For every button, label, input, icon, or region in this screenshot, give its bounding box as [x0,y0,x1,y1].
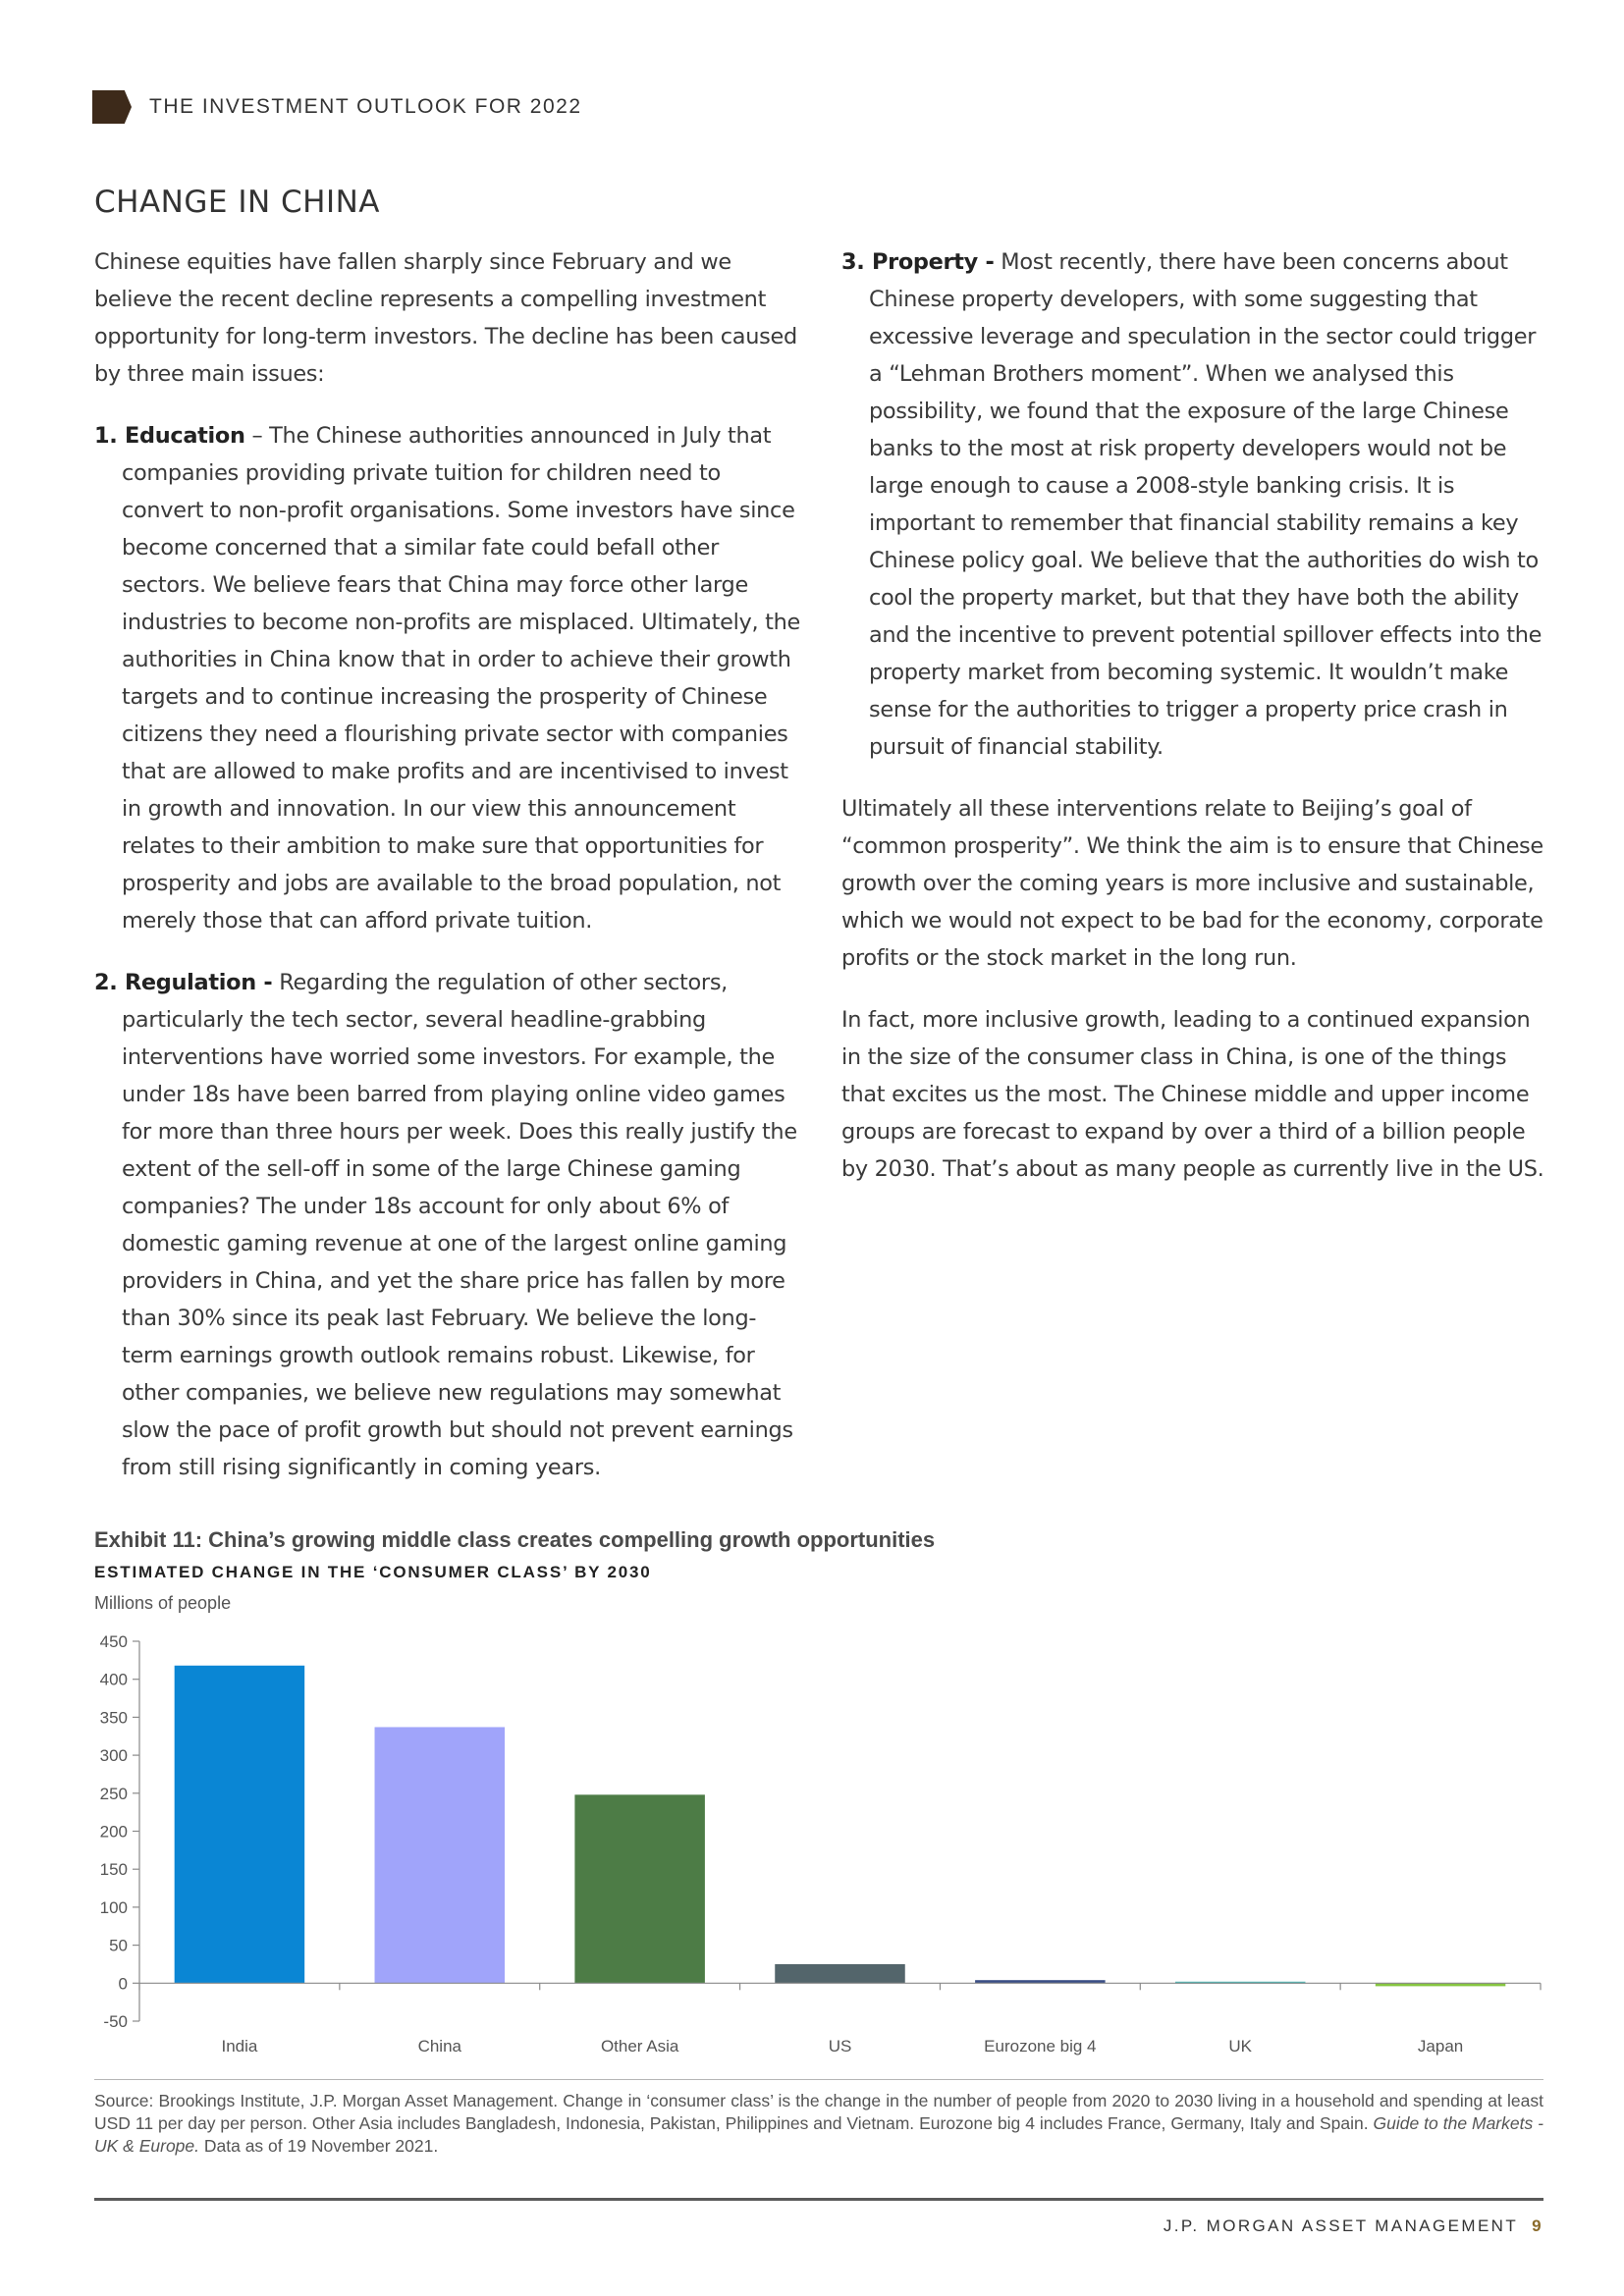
footer-brand: J.P. MORGAN ASSET MANAGEMENT [1163,2216,1519,2235]
bar-india [175,1666,305,1984]
page-number: 9 [1532,2216,1543,2235]
item-text: Most recently, there have been concerns about Chinese property developers, with some suggesting that excessive leverage and speculation in the sector could trigger a “Lehman Brothers moment”. When we analysed this possibility, we found that the exposure of the large Chinese banks to the most at risk property developers would not be large enough to cause a 2008-style banking crisis. It is important to remember that financial stability remains a key Chinese policy goal. We believe that the authorities do wish to cool the property market, but that they have both the ability and the incentive to prevent potential spillover effects into the property market from becoming systemic. It wouldn’t make sense for the authorities to trigger a property price crash in pursuit of financial stability. [869,249,1543,760]
item-label: 2. Regulation - [94,970,273,995]
y-tick-label: 100 [99,1897,128,1917]
item-label: 3. Property - [841,249,995,275]
chart-y-axis-label: Millions of people [94,1593,232,1613]
y-tick-label: 250 [99,1784,128,1803]
footnote-divider [94,2079,1543,2080]
exhibit-subtitle: ESTIMATED CHANGE IN THE ‘CONSUMER CLASS’ BY 2030 [94,1563,652,1581]
bar-other-asia [574,1794,705,1983]
source-footnote [94,2090,1543,2158]
y-tick-label: 0 [118,1974,128,1994]
y-tick-label: 150 [99,1860,128,1880]
source-date: Data as of 19 November 2021. [199,2136,439,2156]
y-tick-label: -50 [103,2012,128,2031]
x-tick-label: US [828,2037,852,2056]
x-tick-label: Eurozone big 4 [984,2037,1097,2056]
x-tick-label: India [221,2037,258,2056]
bar-us [775,1964,905,1983]
x-tick-label: UK [1228,2037,1253,2056]
source-text: Source: Brookings Institute, J.P. Morgan Asset Management. Change in ‘consumer class’ is the change in the number of people from 2020 to 2030 living in a household and spending at least USD 11 per day per person. Other Asia includes Bangladesh, Indonesia, Pakistan, Philippines and Vietnam. Eurozone big 4 includes France, Germany, Italy and Spain. [94,2091,1543,2133]
y-tick-label: 350 [99,1708,128,1728]
page-footer [1164,2216,1543,2236]
x-tick-label: Japan [1417,2037,1464,2056]
item-separator: – [244,423,270,449]
x-tick-label: China [417,2037,461,2056]
y-tick-label: 400 [99,1670,128,1689]
y-tick-label: 200 [99,1822,128,1842]
exhibit-title: Exhibit 11: China’s growing middle class creates compelling growth opportunities [94,1527,936,1552]
section-title: CHANGE IN CHINA [94,185,380,220]
intro-paragraph: Chinese equities have fallen sharply since February and we believe the recent decline represents a compelling investment opportunity for long-term investors. The decline has been caused by three main issues: [94,249,797,387]
item-text: The Chinese authorities announced in July that companies providing private tuition for children need to convert to non-profit organisations. Some investors have since become concerned that a similar fate could befall other sectors. We believe fears that China may force other large industries to become non-profits are misplaced. Ultimately, the authorities in China know that in order to achieve their growth targets and to continue increasing the prosperity of Chinese citizens they need a flourishing private sector with companies that are allowed to make profits and are incentivised to invest in growth and innovation. In our view this announcement relates to their ambition to make sure that opportunities for prosperity and jobs are available to the broad population, not merely those that can afford private tuition. [122,423,800,934]
bar-china [375,1727,506,1983]
y-tick-label: 300 [99,1746,128,1766]
footer-divider [94,2198,1543,2201]
source-guide: Guide to the Markets - UK & Europe. [94,2113,1543,2156]
item-text: Regarding the regulation of other sectors, particularly the tech sector, several headline-grabbing interventions have worried some investors. For example, the under 18s have been barred from playing online video games for more than three hours per week. Does this really justify the extent of the sell-off in some of the large Chinese gaming companies? The under 18s account for only about 6% of domestic gaming revenue at one of the largest online gaming providers in China, and yet the share price has fallen by more than 30% since its peak last February. We believe the long-term earnings growth outlook remains robust. Likewise, for other companies, we believe new regulations may somewhat slow the pace of profit growth but should not prevent earnings from still rising significantly in coming years. [122,970,797,1480]
x-tick-label: Other Asia [600,2037,679,2056]
consumer-class-paragraph: In fact, more inclusive growth, leading to a continued expansion in the size of the consumer class in China, is one of the things that excites us the most. The Chinese middle and upper income groups are forecast to expand by over a third of a billion people by 2030. That’s about as many people as currently live in the US. [841,1007,1544,1182]
item-label: 1. Education [94,423,245,449]
y-tick-label: 450 [99,1632,128,1651]
y-tick-label: 50 [109,1936,128,1955]
common-prosperity-paragraph: Ultimately all these interventions relate to Beijing’s goal of “common prosperity”. We think the aim is to ensure that Chinese growth over the coming years is more inclusive and sustainable, which we would not expect to be bad for the economy, corporate profits or the stock market in the long run. [841,796,1543,971]
header-title: THE INVESTMENT OUTLOOK FOR 2022 [149,95,582,118]
